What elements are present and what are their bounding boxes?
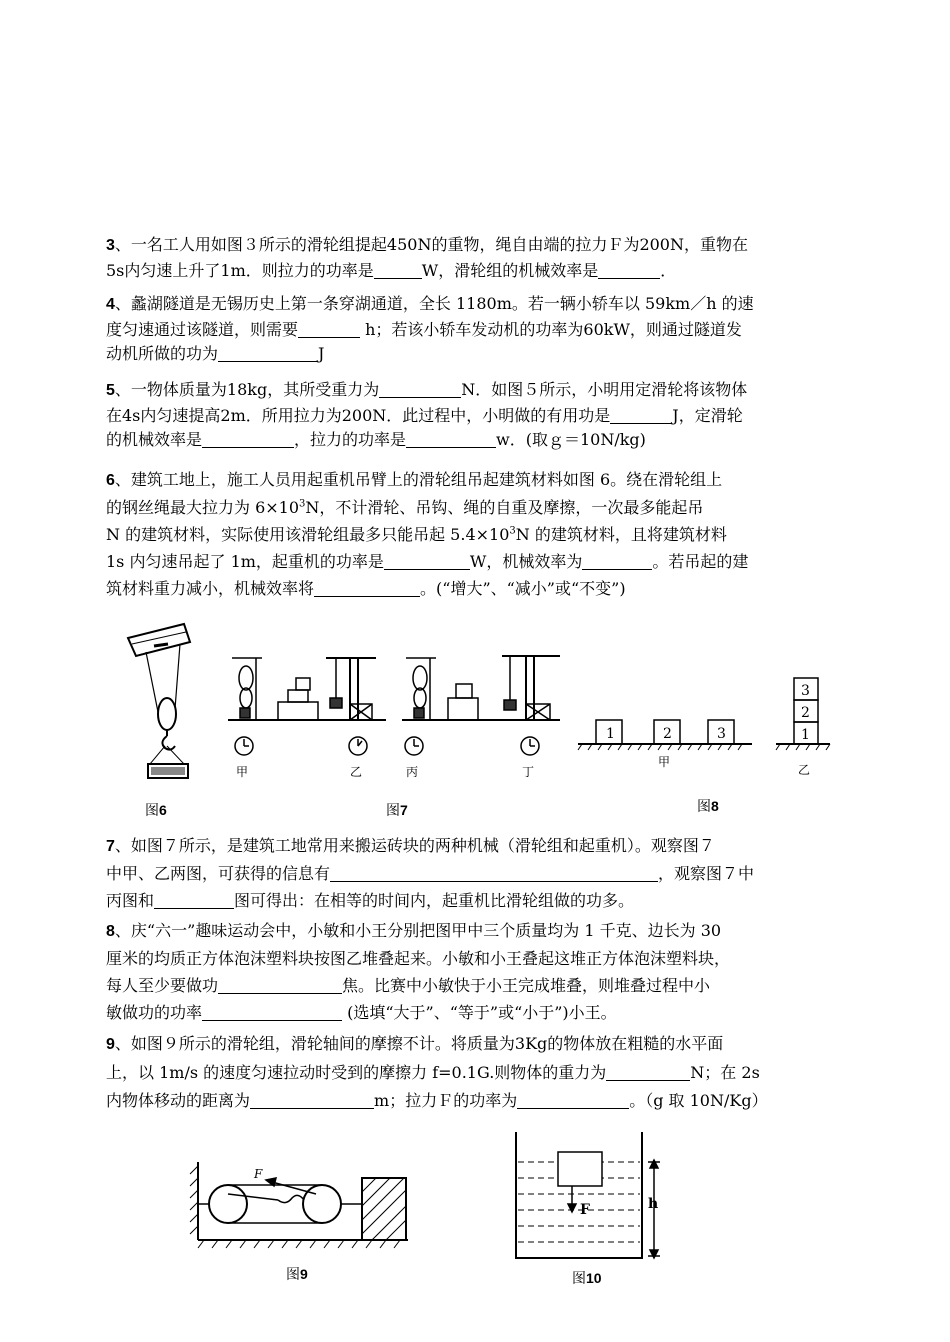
q4-text: h；若该小轿车发动机的功率为60kW，则通过隧道发: [360, 319, 742, 339]
q5-text: 、一物体质量为18kg，其所受重力为: [114, 380, 380, 399]
answer-blank[interactable]: [202, 431, 294, 448]
q8-text: 每人至少要做功: [106, 976, 219, 995]
q9-text: N；在 2s: [690, 1063, 760, 1082]
answer-blank[interactable]: [250, 1092, 374, 1109]
q7-text: 图可得出：在相等的时间内，起重机比滑轮组做的功多。: [234, 891, 635, 910]
q5-text: 在4s内匀速提高2m．所用拉力为200N．此过程中，小明做的有用功是: [106, 405, 611, 425]
answer-blank[interactable]: [384, 553, 470, 570]
q3-text: 5s内匀速上升了1m．则拉力的功率是: [106, 260, 374, 280]
answer-blank[interactable]: [218, 977, 342, 994]
caption-number: 9: [300, 1266, 308, 1282]
q7-text: 丙图和: [106, 891, 155, 910]
figure-8-block-1: 1: [606, 726, 615, 742]
answer-blank[interactable]: [582, 553, 652, 570]
answer-blank[interactable]: [330, 865, 658, 882]
figure-9-force-label: F: [254, 1167, 263, 1181]
answer-blank[interactable]: [406, 431, 496, 448]
question-number: 3: [106, 237, 115, 254]
q5-text: N．如图５所示，小明用定滑轮将该物体: [461, 380, 748, 399]
question-number: 7: [106, 838, 115, 855]
question-number: 8: [106, 923, 115, 940]
question-number: 5: [106, 382, 115, 399]
answer-blank[interactable]: [374, 262, 422, 279]
q6-text: 。若吊起的建: [652, 552, 749, 571]
figure-7-pulley-crane-diagram: [226, 648, 562, 788]
figure-10-height-label: h: [648, 1196, 659, 1212]
figure-8-label-jia: 甲: [658, 755, 671, 769]
figure-10-container-diagram: [508, 1128, 680, 1264]
question-4: [106, 292, 846, 367]
q8-text: 、庆“六一”趣味运动会中，小敏和小王分别把图甲中三个质量均为 1 千克、边长为 30: [114, 921, 722, 940]
figure-8-block-2: 2: [663, 726, 672, 742]
q6-text: N 的建筑材料，实际使用该滑轮组最多只能吊起 5.4×10: [106, 525, 510, 544]
q4-text: 度匀速通过该隧道，则需要: [106, 319, 299, 339]
q9-text: 内物体移动的距离为: [106, 1091, 251, 1110]
caption-text: 图: [286, 1267, 300, 1283]
answer-blank[interactable]: [379, 381, 461, 398]
q5-text: w．(取ｇ＝10N/kg): [496, 430, 646, 449]
q9-text: 、如图９所示的滑轮组，滑轮轴间的摩擦不计。将质量为3Kg的物体放在粗糙的水平面: [114, 1034, 724, 1053]
q6-text: 。(“增大”、“减小”或“不变”): [420, 579, 626, 598]
q6-text: N 的建筑材料，且将建筑材料: [515, 525, 727, 544]
question-number: 9: [106, 1036, 115, 1053]
caption-text: 图: [697, 799, 711, 815]
figure-6-pulley-diagram: [118, 622, 198, 786]
caption-number: 7: [400, 802, 408, 818]
figure-10-force-label: F: [580, 1202, 590, 1218]
q8-text: 敏做功的功率: [106, 1003, 203, 1022]
q3-line1: 、一名工人用如图３所示的滑轮组提起450N的重物，绳自由端的拉力Ｆ为200N，重物在: [114, 235, 748, 254]
q5-text: ，拉力的功率是: [294, 430, 407, 449]
q4-text: 动机所做的功为: [106, 344, 219, 363]
figure-8-stack-1: 1: [801, 727, 810, 743]
figure-6-caption: [145, 800, 167, 820]
q4-text: J: [318, 344, 325, 363]
answer-blank[interactable]: [298, 321, 360, 338]
q7-text: 中甲、乙两图，可获得的信息有: [106, 864, 331, 883]
question-8: [106, 917, 846, 1026]
figure-7-label-bing: 丙: [406, 765, 419, 779]
caption-number: 8: [711, 798, 719, 814]
figure-8-caption: [697, 796, 719, 816]
q9-text: 上，以 1m/s 的速度匀速拉动时受到的摩擦力 f=0.1G.则物体的重力为: [106, 1063, 607, 1082]
answer-blank[interactable]: [218, 345, 318, 362]
answer-blank[interactable]: [154, 892, 234, 909]
q4-line1: 、蠡湖隧道是无锡历史上第一条穿湖通道，全长 1180m。若一辆小轿车以 59km／h 的速: [114, 294, 754, 313]
answer-blank[interactable]: [202, 1004, 342, 1021]
q6-text: 筑材料重力减小，机械效率将: [106, 579, 315, 598]
figure-8-label-yi: 乙: [798, 763, 811, 777]
caption-text: 图: [572, 1271, 586, 1287]
q9-text: m；拉力Ｆ的功率为: [374, 1091, 518, 1110]
figure-8-block-3: 3: [717, 726, 726, 742]
answer-blank[interactable]: [610, 407, 672, 424]
figure-9-pulley-diagram: [184, 1158, 414, 1252]
figure-7-label-ding: 丁: [522, 765, 535, 779]
answer-blank[interactable]: [517, 1092, 629, 1109]
figure-7-caption: [386, 800, 408, 820]
question-3: [106, 233, 846, 283]
q5-text: J，定滑轮: [672, 405, 743, 425]
figure-9-caption: [286, 1264, 308, 1284]
q6-text: N，不计滑轮、吊钩、绳的自重及摩擦，一次最多能起吊: [305, 498, 704, 517]
question-number: 4: [106, 296, 115, 313]
question-9: [106, 1030, 846, 1115]
figure-10-caption: [572, 1268, 602, 1288]
figure-7-label-yi: 乙: [350, 765, 363, 779]
q5-text: 的机械效率是: [106, 430, 203, 449]
q6-text: 、建筑工地上，施工人员用起重机吊臂上的滑轮组吊起建筑材料如图 6。绕在滑轮组上: [114, 470, 723, 489]
question-7: [106, 832, 846, 914]
q6-text: 的钢丝绳最大拉力为 6×10: [106, 498, 300, 517]
caption-text: 图: [145, 803, 159, 819]
figure-8-blocks-diagram: [576, 666, 836, 782]
q3-text: ．: [660, 260, 677, 280]
figure-8-stack-3: 3: [801, 683, 810, 699]
answer-blank[interactable]: [598, 262, 660, 279]
figure-7-label-jia: 甲: [236, 765, 249, 779]
question-6: [106, 466, 846, 602]
q8-text: 焦。比赛中小敏快于小王完成堆叠，则堆叠过程中小: [342, 976, 711, 995]
question-5: [106, 378, 846, 453]
q9-text: 。（g 取 10N/Kg）: [629, 1091, 768, 1110]
q8-text: 厘米的均质正方体泡沫塑料块按图乙堆叠起来。小敏和小王叠起这堆正方体泡沫塑料块，: [106, 949, 731, 968]
q6-superscript: 3: [299, 498, 306, 510]
figure-8-stack-2: 2: [801, 705, 810, 721]
q6-text: W，机械效率为: [469, 552, 583, 571]
q6-text: 1s 内匀速吊起了 1m，起重机的功率是: [106, 552, 384, 571]
q7-text: ，观察图７中: [658, 864, 755, 883]
q6-superscript: 3: [509, 525, 516, 537]
q7-text: 、如图７所示，是建筑工地常用来搬运砖块的两种机械（滑轮组和起重机）。观察图７: [114, 836, 715, 855]
caption-text: 图: [386, 803, 400, 819]
q3-text: W，滑轮组的机械效率是: [421, 260, 599, 280]
question-number: 6: [106, 472, 115, 489]
answer-blank[interactable]: [606, 1064, 690, 1081]
caption-number: 6: [159, 802, 167, 818]
caption-number: 10: [586, 1270, 602, 1286]
answer-blank[interactable]: [314, 580, 420, 597]
q8-text: (选填“大于”、“等于”或“小于”)小王。: [342, 1003, 617, 1022]
